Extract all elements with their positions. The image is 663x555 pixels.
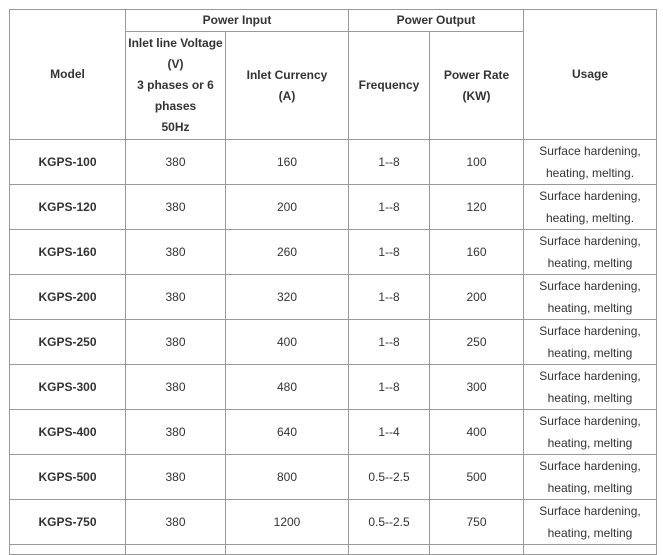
- model-cell: KGPS-300: [10, 365, 126, 410]
- spec-table: [9, 9, 657, 555]
- voltage-cell: 380: [126, 455, 226, 500]
- power-cell: 400: [430, 410, 524, 455]
- header-model: Model: [10, 10, 126, 140]
- model-cell: KGPS-750: [10, 500, 126, 545]
- model-cell: KGPS-250: [10, 320, 126, 365]
- header-usage: Usage: [524, 10, 657, 140]
- header-inlet-voltage-line: 3 phases or 6: [137, 78, 214, 92]
- voltage-cell: 380: [126, 500, 226, 545]
- power-cell: 160: [430, 230, 524, 275]
- usage-line: heating, melting: [547, 301, 633, 315]
- model-cell: KGPS-100: [10, 140, 126, 185]
- header-inlet-currency-line: (A): [278, 88, 296, 103]
- usage-line: heating, melting: [547, 436, 633, 450]
- header-inlet-currency: [226, 32, 349, 140]
- model-cell: KGPS-160: [10, 230, 126, 275]
- power-cell: 750: [430, 500, 524, 545]
- frequency-cell: 0.5--2.5: [349, 455, 430, 500]
- table-row: [10, 230, 657, 275]
- frequency-cell: 1--8: [349, 275, 430, 320]
- usage-cell: [524, 230, 657, 275]
- usage-cell: [524, 410, 657, 455]
- usage-line: heating, melting.: [545, 211, 635, 225]
- frequency-cell: 1--4: [349, 410, 430, 455]
- frequency-cell: 1--8: [349, 320, 430, 365]
- header-power-rate-line: Power Rate: [443, 67, 510, 82]
- usage-line: heating, melting: [547, 481, 633, 495]
- power-cell: 300: [430, 365, 524, 410]
- model-cell: KGPS-200: [10, 275, 126, 320]
- empty-cell: [226, 545, 349, 555]
- header-inlet-voltage-line: Inlet line Voltage: [128, 36, 223, 50]
- usage-cell: [524, 500, 657, 545]
- table-row: [10, 140, 657, 185]
- header-frequency: Frequency: [349, 32, 430, 140]
- usage-line: heating, melting: [547, 256, 633, 270]
- current-cell: 480: [226, 365, 349, 410]
- usage-line: heating, melting.: [545, 166, 635, 180]
- current-cell: 400: [226, 320, 349, 365]
- usage-cell: [524, 320, 657, 365]
- usage-cell: [524, 185, 657, 230]
- header-power-rate: [430, 32, 524, 140]
- table-row: [10, 320, 657, 365]
- empty-cell: [430, 545, 524, 555]
- header-inlet-voltage-line: phases: [154, 99, 197, 113]
- usage-line: Surface hardening,: [539, 324, 641, 338]
- voltage-cell: 380: [126, 275, 226, 320]
- table-row-partial: [10, 545, 657, 555]
- table-header: [10, 10, 657, 140]
- empty-cell: [126, 545, 226, 555]
- usage-line: Surface hardening,: [539, 144, 641, 158]
- table-row: [10, 410, 657, 455]
- header-power-output: Power Output: [349, 10, 524, 32]
- voltage-cell: 380: [126, 230, 226, 275]
- empty-cell: [349, 545, 430, 555]
- header-inlet-voltage-line: (V): [167, 57, 184, 71]
- usage-line: Surface hardening,: [539, 504, 641, 518]
- usage-cell: [524, 275, 657, 320]
- model-cell: KGPS-120: [10, 185, 126, 230]
- frequency-cell: 1--8: [349, 140, 430, 185]
- voltage-cell: 380: [126, 185, 226, 230]
- frequency-cell: 1--8: [349, 185, 430, 230]
- usage-cell: [524, 455, 657, 500]
- table-row: [10, 365, 657, 410]
- power-cell: 500: [430, 455, 524, 500]
- empty-cell: [10, 545, 126, 555]
- usage-line: heating, melting: [547, 526, 633, 540]
- power-cell: 250: [430, 320, 524, 365]
- usage-line: heating, melting: [547, 391, 633, 405]
- model-cell: KGPS-500: [10, 455, 126, 500]
- table-row: [10, 500, 657, 545]
- voltage-cell: 380: [126, 320, 226, 365]
- current-cell: 640: [226, 410, 349, 455]
- voltage-cell: 380: [126, 365, 226, 410]
- power-cell: 200: [430, 275, 524, 320]
- current-cell: 160: [226, 140, 349, 185]
- empty-cell: [524, 545, 657, 555]
- header-row-groups: [10, 10, 657, 32]
- usage-line: Surface hardening,: [539, 414, 641, 428]
- usage-line: Surface hardening,: [539, 279, 641, 293]
- usage-line: Surface hardening,: [539, 189, 641, 203]
- frequency-cell: 1--8: [349, 365, 430, 410]
- header-power-rate-line: (KW): [462, 88, 491, 103]
- header-inlet-voltage: [126, 32, 226, 140]
- voltage-cell: 380: [126, 140, 226, 185]
- frequency-cell: 0.5--2.5: [349, 500, 430, 545]
- current-cell: 1200: [226, 500, 349, 545]
- model-cell: KGPS-400: [10, 410, 126, 455]
- table-row: [10, 275, 657, 320]
- voltage-cell: 380: [126, 410, 226, 455]
- header-inlet-voltage-line: 50Hz: [161, 120, 190, 134]
- usage-cell: [524, 365, 657, 410]
- header-power-input: Power Input: [126, 10, 349, 32]
- current-cell: 200: [226, 185, 349, 230]
- usage-cell: [524, 140, 657, 185]
- table-body: [10, 140, 657, 555]
- usage-line: Surface hardening,: [539, 234, 641, 248]
- usage-line: Surface hardening,: [539, 369, 641, 383]
- current-cell: 260: [226, 230, 349, 275]
- current-cell: 800: [226, 455, 349, 500]
- header-inlet-currency-line: Inlet Currency: [246, 67, 328, 82]
- usage-line: Surface hardening,: [539, 459, 641, 473]
- power-cell: 100: [430, 140, 524, 185]
- table-row: [10, 185, 657, 230]
- table-row: [10, 455, 657, 500]
- frequency-cell: 1--8: [349, 230, 430, 275]
- usage-line: heating, melting: [547, 346, 633, 360]
- power-cell: 120: [430, 185, 524, 230]
- current-cell: 320: [226, 275, 349, 320]
